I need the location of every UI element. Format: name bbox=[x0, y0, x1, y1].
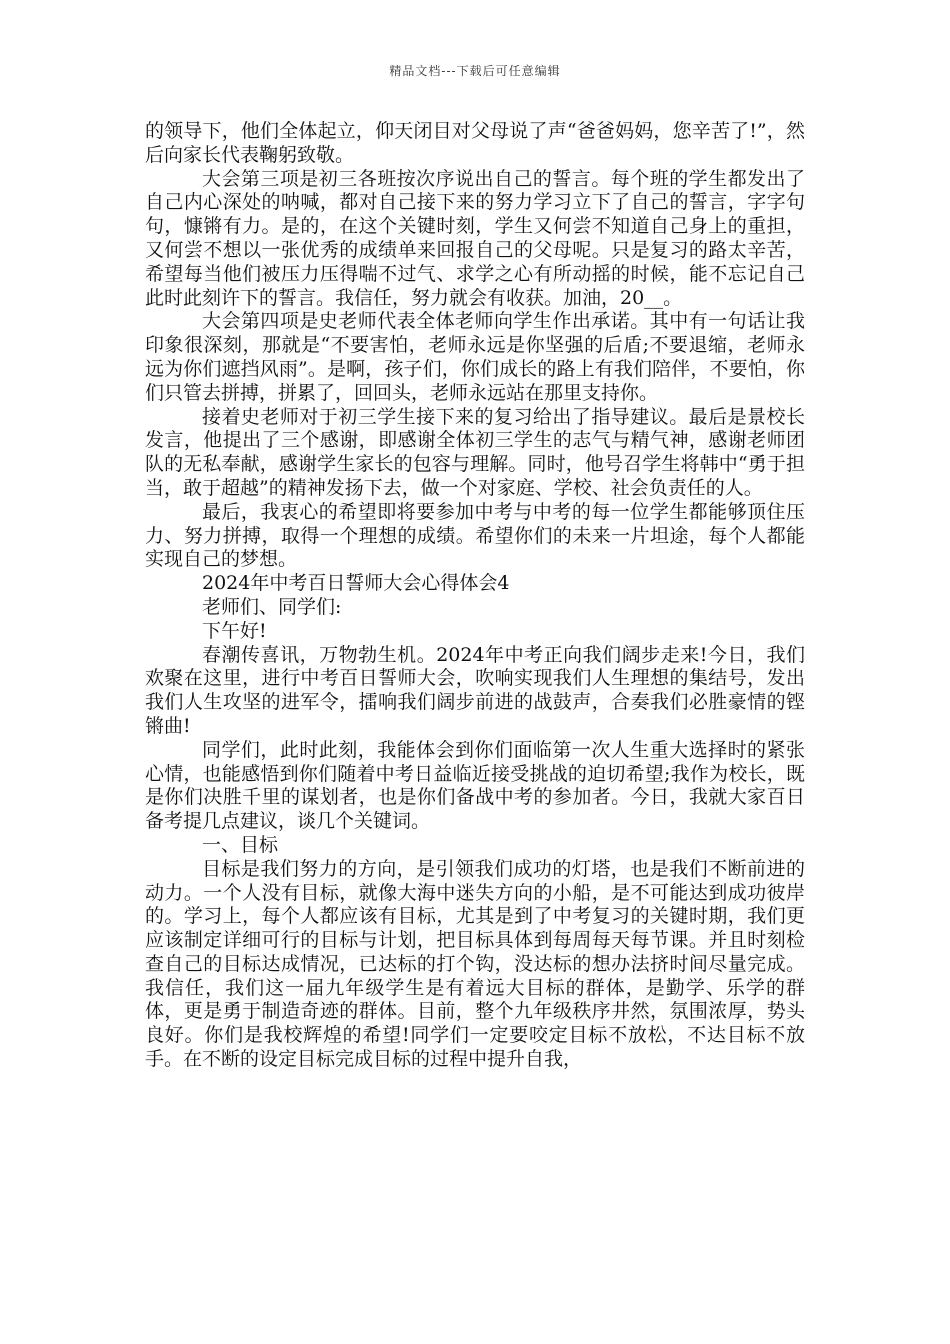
section-title: 2024年中考百日誓师大会心得体会4 bbox=[202, 572, 510, 595]
salutation: 老师们、同学们: bbox=[202, 595, 342, 618]
paragraph-3: 大会第四项是史老师代表全体老师向学生作出承诺。其中有一句话让我印象很深刻，那就是“不要害怕，老师永远是你坚强的后盾;不要退缩，老师永远为你们遮挡风雨”。是啊，孩子们，你们成长的路上有我们陪伴，不要怕，你们只管去拼搏，拼累了，回回头，老师永远站在那里支持你。 bbox=[145, 310, 805, 404]
paragraph-2: 大会第三项是初三各班按次序说出自己的誓言。每个班的学生都发出了自己内心深处的呐喊，都对自己接下来的努力学习立下了自己的誓言，字字句句，慷锵有力。是的，在这个关键时刻，学生又何尝不知道自己身上的重担，又何尝不想以一张优秀的成绩单来回报自己的父母呢。只是复习的路太辛苦，希望每当他们被压力压得喘不过气、求学之心有所动摇的时候，能不忘记自己此时此刻许下的誓言。我信任，努力就会有收获。加油，20__。 bbox=[145, 167, 805, 309]
paragraph-1: 的领导下，他们全体起立，仰天闭目对父母说了声“爸爸妈妈，您辛苦了!”，然后向家长代表鞠躬致敬。 bbox=[145, 120, 805, 166]
paragraph-6: 春潮传喜讯，万物勃生机。2024年中考正向我们阔步走来!今日，我们欢聚在这里，进行中考百日誓师大会，吹响实现我们人生理想的集结号，发出我们人生攻坚的进军令，擂响我们阔步前进的战鼓声，合奏我们必胜豪情的铿锵曲! bbox=[145, 643, 805, 737]
subheading-goal: 一、目标 bbox=[202, 833, 279, 856]
paragraph-5: 最后，我衷心的希望即将要参加中考与中考的每一位学生都能够顶住压力、努力拼搏，取得一个理想的成绩。希望你们的未来一片坦途，每个人都能实现自己的梦想。 bbox=[145, 500, 805, 571]
page-header: 精品文档---下载后可任意编辑 bbox=[389, 64, 561, 78]
paragraph-4: 接着史老师对于初三学生接下来的复习给出了指导建议。最后是景校长发言，他提出了三个感谢，即感谢全体初三学生的志气与精气神，感谢老师团队的无私奉献，感谢学生家长的包容与理解。同时，他号召学生将韩中“勇于担当，敢于超越”的精神发扬下去，做一个对家庭、学校、社会负责任的人。 bbox=[145, 405, 805, 499]
paragraph-8: 目标是我们努力的方向，是引领我们成功的灯塔，也是我们不断前进的动力。一个人没有目标，就像大海中迷失方向的小船，是不可能达到成功彼岸的。学习上，每个人都应该有目标，尤其是到了中考复习的关键时期，我们更应该制定详细可行的目标与计划，把目标具体到每周每天每节课。并且时刻检查自己的目标达成情况，已达标的打个钩，没达标的想办法挤时间尽量完成。我信任，我们这一届九年级学生是有着远大目标的群体，是勤学、乐学的群体，更是勇于制造奇迹的群体。目前，整个九年级秩序井然，氛围浓厚，势头良好。你们是我校辉煌的希望!同学们一定要咬定目标不放松，不达目标不放手。在不断的设定目标完成目标的过程中提升自我， bbox=[145, 857, 805, 1071]
document-body bbox=[145, 120, 805, 1072]
paragraph-7: 同学们，此时此刻，我能体会到你们面临第一次人生重大选择时的紧张心情，也能感悟到你们随着中考日益临近接受挑战的迫切希望;我作为校长，既是你们决胜千里的谋划者，也是你们备战中考的参加者。今日，我就大家百日备考提几点建议，谈几个关键词。 bbox=[145, 738, 805, 833]
greeting: 下午好! bbox=[202, 619, 267, 642]
